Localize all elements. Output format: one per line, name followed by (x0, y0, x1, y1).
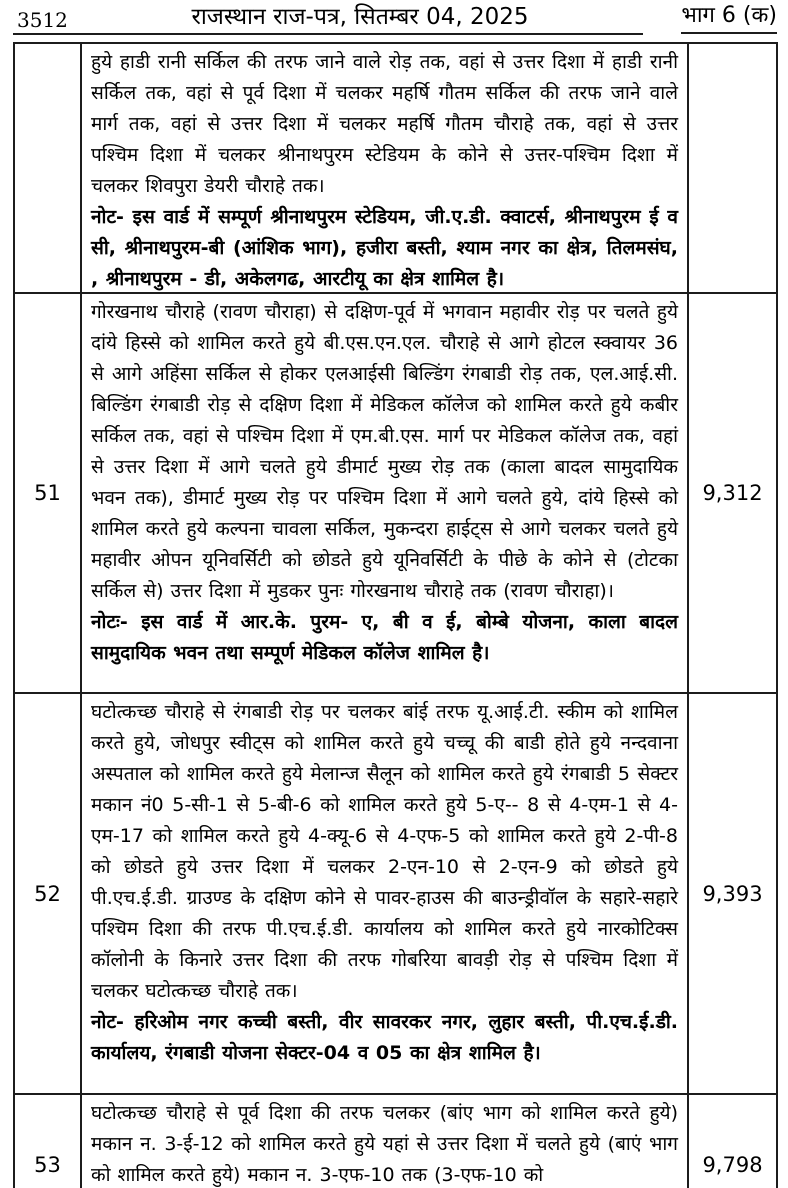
ward-description: गोरखनाथ चौराहे (रावण चौराहा) से दक्षिण-पूर्व में भगवान महावीर रोड़ पर चलते हुये दांये हिस्से को शामिल करते हुये बी.एस.एन.एल. चौराहे से आगे होटल स्क्वायर 36 से आगे अहिंसा सर्किल से होकर एलआईसी बिल्डिंग रंगबाडी रोड़ तक, एल.आई.सी. बिल्डिंग रंगबाडी रोड़ से दक्षिण दिशा में मेडिकल कॉलेज को शामिल करते हुये कबीर सर्किल तक, वहां से पश्चिम दिशा में एम.बी.एस. मार्ग पर मेडिकल कॉलेज तक, वहां से उत्तर दिशा में आगे चलते हुये डीमार्ट मुख्य रोड़ तक (काला बादल सामुदायिक भवन तक), डीमार्ट मुख्य रोड़ पर पश्चिम दिशा में आगे चलते हुये, दांये हिस्से को शामिल करते हुये कल्पना चावला सर्किल, मुकन्दरा हाईट्स से आगे चलकर चलते हुये महावीर ओपन यूनिवर्सिटी को छोडते हुये यूनिवर्सिटी के पीछे के कोने से (टोटका सर्किल से) उत्तर दिशा में मुडकर पुनः गोरखनाथ चौराहे तक (रावण चौराहा)। (91, 301, 678, 602)
table-row (15, 1095, 776, 1188)
header-rule (13, 33, 643, 35)
ward-description: हुये हाडी रानी सर्किल की तरफ जाने वाले रोड़ तक, वहां से उत्तर दिशा में हाडी रानी सर्किल तक, वहां से पूर्व दिशा में चलकर महर्षि गौतम सर्किल की तरफ जाने वाले मार्ग तक, वहां से उत्तर दिशा में चलकर महर्षि गौतम चौराहे तक, वहां से उत्तर पश्चिम दिशा में चलकर श्रीनाथपुरम स्टेडियम के कोने से उत्तर-पश्चिम दिशा में चलकर शिवपुरा डेयरी चौराहे तक। (91, 51, 678, 197)
table-row (15, 694, 776, 1095)
ward-number-cell (15, 294, 82, 692)
ward-number-cell (15, 1095, 82, 1188)
wards-table (13, 42, 778, 1188)
ward-description-cell (82, 44, 689, 292)
ward-note: नोट- हरिओम नगर कच्ची बस्ती, वीर सावरकर नगर, लुहार बस्ती, पी.एच.ई.डी. कार्यालय, रंगबाडी योजना सेक्टर-04 व 05 का क्षेत्र शामिल है। (91, 1011, 678, 1064)
table-row (15, 294, 776, 694)
ward-description-cell (82, 294, 689, 692)
part-label: भाग 6 (क) (681, 1, 777, 34)
population-cell (689, 294, 776, 692)
population-cell (689, 1095, 776, 1188)
ward-description: घटोत्कच्छ चौराहे से पूर्व दिशा की तरफ चलकर (बांए भाग को शामिल करते हुये) मकान न. 3-ई-12 को शामिल करते हुये यहां से उत्तर दिशा में चलते हुये (बाएं भाग को शामिल करते हुये) मकान न. 3-एफ-10 तक (3-एफ-10 को (91, 1102, 678, 1186)
population-cell (689, 694, 776, 1093)
ward-description: घटोत्कच्छ चौराहे से रंगबाडी रोड़ पर चलकर बांई तरफ यू.आई.टी. स्कीम को शामिल करते हुये, जोधपुर स्वीट्स को शामिल करते हुये चच्चू की बाडी होते हुये नन्दवाना अस्पताल को शामिल करते हुये मेलान्ज सैलून को शामिल करते हुये रंगबाडी 5 सेक्टर मकान नं0 5-सी-1 से 5-बी-6 को शामिल करते हुये 5-ए-- 8 से 4-एम-1 से 4-एम-17 को शामिल करते हुये 4-क्यू-6 से 4-एफ-5 को शामिल करते हुये 2-पी-8 को छोडते हुये उत्तर दिशा में चलकर 2-एन-10 से 2-एन-9 को छोडते हुये पी.एच.ई.डी. ग्राउण्ड के दक्षिण कोने से पावर-हाउस की बाउन्ड्रीवॉल के सहारे-सहारे पश्चिम दिशा की तरफ पी.एच.ई.डी. कार्यालय को शामिल करते हुये नारकोटिक्स कॉलोनी के किनारे उत्तर दिशा की तरफ गोबरिया बावड़ी रोड़ से पश्चिम दिशा में चलकर घटोत्कच्छ चौराहे तक। (91, 701, 678, 1002)
page-number: 3512 (17, 8, 68, 32)
ward-description-cell (82, 694, 689, 1093)
population-value: 9,798 (702, 1153, 763, 1177)
ward-number: 53 (34, 1153, 61, 1177)
ward-number-cell (15, 44, 82, 292)
running-head (0, 0, 788, 40)
ward-number: 51 (34, 481, 61, 505)
population-value: 9,312 (702, 481, 763, 505)
population-cell (689, 44, 776, 292)
ward-note: नोटः- इस वार्ड में आर.के. पुरम- ए, बी व ई, बोम्बे योजना, काला बादल सामुदायिक भवन तथा सम्पूर्ण मेडिकल कॉलेज शामिल है। (91, 611, 678, 664)
table-row (15, 44, 776, 294)
ward-number: 52 (34, 881, 61, 906)
ward-note: नोट- इस वार्ड में सम्पूर्ण श्रीनाथपुरम स्टेडियम, जी.ए.डी. क्वाटर्स, श्रीनाथपुरम ई व सी, श्रीनाथपुरम-बी (आंशिक भाग), हजीरा बस्ती, श्याम नगर का क्षेत्र, तिलमसंघ, , श्रीनाथपुरम - डी, अकेलगढ, आरटीयू का क्षेत्र शामिल है। (91, 206, 678, 290)
ward-number-cell (15, 694, 82, 1093)
gazette-title: राजस्थान राज-पत्र, सितम्बर 04, 2025 (191, 4, 529, 30)
population-value: 9,393 (702, 881, 763, 906)
ward-description-cell (82, 1095, 689, 1188)
